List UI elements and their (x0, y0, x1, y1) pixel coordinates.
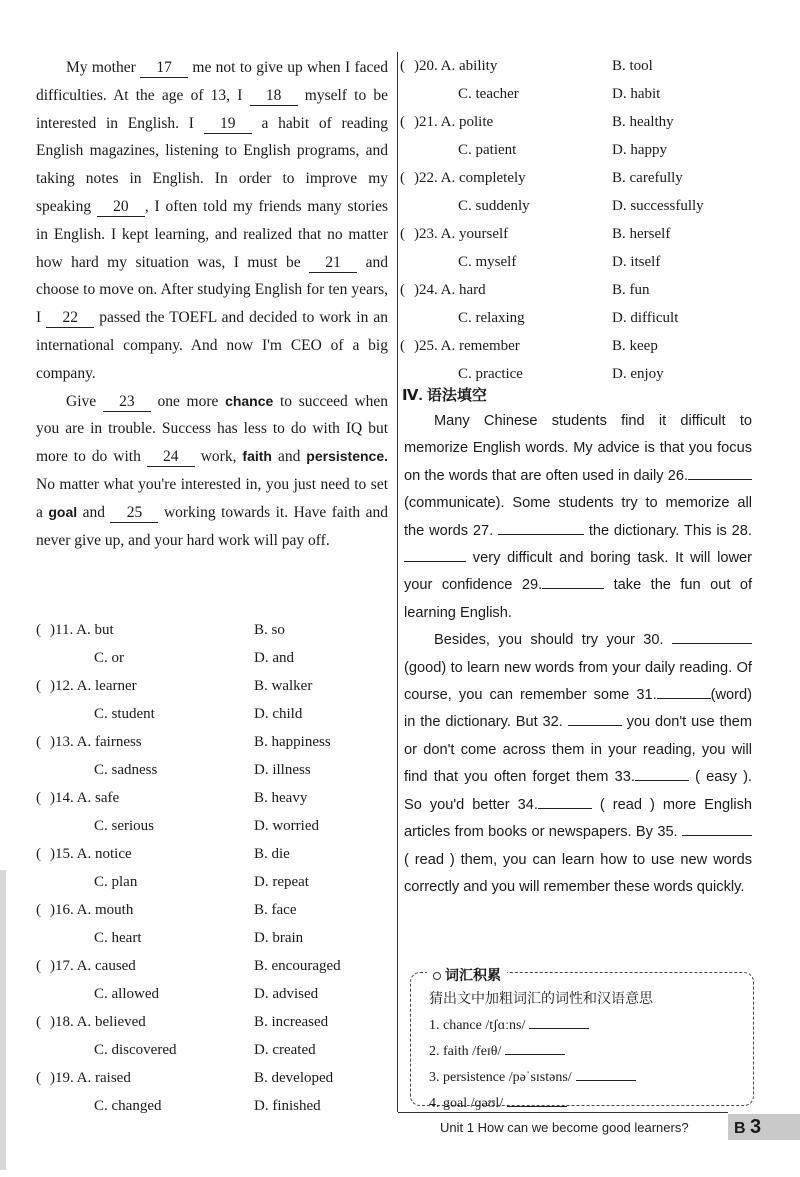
passage-text: Give (66, 392, 97, 410)
option-a[interactable]: )11. A. but (50, 622, 114, 638)
grammar-paragraph-2 (404, 627, 752, 901)
answer-blank-31[interactable] (657, 682, 711, 699)
option-b[interactable]: B. herself (612, 226, 671, 242)
answer-paren[interactable]: ( (36, 1070, 41, 1086)
option-row (400, 80, 750, 108)
option-row (400, 304, 750, 332)
passage-text: My mother (66, 59, 136, 76)
passage-text: one more (157, 392, 219, 410)
option-d[interactable]: D. happy (612, 142, 667, 158)
option-d[interactable]: D. and (254, 650, 294, 666)
answer-paren[interactable]: ( (400, 58, 405, 74)
option-b[interactable]: B. so (254, 622, 285, 638)
answer-blank-26[interactable] (688, 463, 752, 480)
option-row (36, 728, 388, 756)
answer-paren[interactable]: ( (36, 790, 41, 806)
passage-text: passed the TOEFL and decided to work in an international company. And now I'm CEO of a big company. (36, 309, 388, 382)
option-d[interactable]: D. brain (254, 930, 304, 946)
grammar-text: Besides, you should try your 30. (434, 632, 664, 649)
answer-paren[interactable]: ( (36, 958, 41, 974)
passage-paragraph-2 (36, 388, 388, 555)
vocabulary-title-text: 词汇积累 (445, 967, 501, 983)
option-b[interactable]: B. face (254, 902, 297, 918)
option-row (36, 672, 388, 700)
vocab-word: 2. faith /feɪθ/ (429, 1044, 502, 1059)
vocab-answer-line[interactable] (505, 1040, 565, 1055)
option-a[interactable]: )18. A. believed (50, 1014, 146, 1030)
option-d[interactable]: D. difficult (612, 310, 679, 326)
vocabulary-instruction: 猜出文中加粗词汇的词性和汉语意思 (429, 992, 653, 1007)
option-d[interactable]: D. illness (254, 762, 311, 778)
page-footer (398, 1112, 800, 1144)
answer-paren[interactable]: ( (36, 902, 41, 918)
option-a[interactable]: )19. A. raised (50, 1070, 131, 1086)
option-d[interactable]: D. finished (254, 1098, 321, 1114)
answer-blank-30[interactable] (672, 627, 752, 644)
vocab-word: 1. chance /tʃɑːns/ (429, 1018, 526, 1033)
passage-text: to succeed when you are in trouble. Success has less to do with IQ but more to do with (36, 392, 389, 466)
option-row (400, 248, 750, 276)
grammar-text: (good) to learn new words from your daily reading. Of course, you can remember some 31. (404, 659, 752, 704)
option-c[interactable]: C. patient (458, 142, 517, 158)
answer-paren[interactable]: ( (400, 114, 405, 130)
option-c[interactable]: C. practice (458, 366, 523, 382)
option-row (36, 1064, 388, 1092)
option-b[interactable]: B. encouraged (254, 958, 341, 974)
footer-rule (398, 1112, 728, 1113)
option-row (36, 896, 388, 924)
option-a[interactable]: )25. A. remember (414, 338, 520, 354)
grammar-text: take the fun out of learning English. (404, 577, 752, 621)
option-row (36, 840, 388, 868)
answer-paren[interactable]: ( (36, 1014, 41, 1030)
page-edge-shadow (0, 870, 6, 1170)
vocabulary-title (427, 965, 507, 985)
grammar-text: ( read ) them, you can learn how to use new words correctly and you will remember these words quickly. (404, 851, 752, 895)
option-d[interactable]: D. created (254, 1042, 316, 1058)
option-row (400, 108, 750, 136)
passage-text: and (277, 448, 301, 466)
blank-22[interactable]: 22 (46, 309, 94, 328)
passage-text: , I often told my friends many stories in English. I kept learning, and realized that no matter how hard my situation was, I must be (36, 197, 389, 271)
answer-paren[interactable]: ( (36, 734, 41, 750)
option-c[interactable]: C. teacher (458, 86, 519, 102)
grammar-text: Many Chinese students find it difficult to memorize English words. My advice is that you focus on the words that are often used in daily 26. (404, 413, 752, 484)
option-d[interactable]: D. repeat (254, 874, 309, 890)
option-row (400, 192, 750, 220)
option-b[interactable]: B. increased (254, 1014, 329, 1030)
section-4-title: Ⅳ. 语法填空 (402, 387, 487, 404)
vocabulary-box (410, 967, 754, 1111)
bullet-icon (433, 972, 441, 980)
option-b[interactable]: B. happiness (254, 734, 331, 750)
passage-text: myself to be interested in English. I (36, 86, 389, 132)
blank-20[interactable]: 20 (97, 198, 145, 217)
page-number-badge (728, 1114, 800, 1140)
option-row (36, 952, 388, 980)
passage-paragraph-1 (36, 54, 388, 388)
grammar-text: you don't use them or don't come across them in your reading, you will find that you often forget them 33. (404, 714, 752, 786)
grammar-text: ( read ) more English articles from books or newspapers. By 35. (404, 796, 752, 841)
option-a[interactable]: )16. A. mouth (50, 902, 134, 918)
option-c[interactable]: C. suddenly (458, 198, 530, 214)
blank-18[interactable]: 18 (250, 87, 298, 106)
answer-paren[interactable]: ( (36, 846, 41, 862)
answer-paren[interactable]: ( (36, 678, 41, 694)
vocab-word: 3. persistence /pəˈsɪstəns/ (429, 1070, 572, 1085)
option-b[interactable]: B. healthy (612, 114, 674, 130)
bold-word-persistence: persistence. (306, 448, 388, 465)
bold-word-chance: chance (225, 392, 274, 409)
option-row (36, 1036, 388, 1064)
option-row (36, 980, 388, 1008)
vocab-answer-line[interactable] (576, 1066, 636, 1081)
option-d[interactable]: D. worried (254, 818, 319, 834)
option-c[interactable]: C. relaxing (458, 310, 525, 326)
blank-19[interactable]: 19 (204, 115, 252, 134)
answer-paren[interactable]: ( (36, 622, 41, 638)
option-row (36, 1092, 388, 1120)
blank-25[interactable]: 25 (110, 504, 158, 523)
grammar-fill-passage (404, 408, 752, 901)
grammar-text: the dictionary. This is 28. (588, 522, 752, 539)
answer-blank-33[interactable] (635, 764, 689, 781)
passage-text: a habit of reading English magazines, listening to English programs, and taking notes in English. In order to improve my speaking (36, 114, 389, 215)
option-row (36, 756, 388, 784)
column-divider (397, 52, 398, 1112)
passage-text: and choose to move on. After studying English for ten years, I (36, 253, 389, 327)
blank-24[interactable]: 24 (147, 448, 195, 467)
option-b[interactable]: B. carefully (612, 170, 683, 186)
grammar-paragraph-1 (404, 408, 752, 627)
blank-23[interactable]: 23 (103, 393, 151, 412)
answer-blank-27[interactable] (498, 518, 584, 535)
grammar-text: very difficult and boring task. It will lower your confidence 29. (404, 550, 753, 594)
blank-21[interactable]: 21 (309, 254, 357, 273)
option-a[interactable]: )21. A. polite (414, 114, 494, 130)
answer-blank-35[interactable] (682, 819, 752, 836)
answer-paren[interactable]: ( (400, 170, 405, 186)
passage-text: me not to give up when I faced difficulties. At the age of 13, I (36, 59, 388, 104)
option-row (36, 812, 388, 840)
grammar-text: (communicate). Some students try to memorize all the words 27. (404, 495, 752, 539)
option-b[interactable]: B. heavy (254, 790, 308, 806)
answer-blank-29[interactable] (542, 572, 604, 589)
option-row (400, 276, 750, 304)
bold-word-goal: goal (48, 503, 78, 520)
option-c[interactable]: C. heart (94, 930, 142, 946)
option-b[interactable]: B. die (254, 846, 290, 862)
option-c[interactable]: C. sadness (94, 762, 158, 778)
option-d[interactable]: D. advised (254, 986, 319, 1002)
option-row (36, 1008, 388, 1036)
option-b[interactable]: B. walker (254, 678, 313, 694)
option-a[interactable]: )17. A. caused (50, 958, 136, 974)
options-list-right (400, 52, 750, 388)
vocab-item-2 (429, 1039, 653, 1065)
option-row (400, 332, 750, 360)
option-a[interactable]: )20. A. ability (414, 58, 498, 74)
option-b[interactable]: B. tool (612, 58, 653, 74)
option-c[interactable]: C. serious (94, 818, 154, 834)
vocab-answer-line[interactable] (507, 1092, 567, 1107)
option-b[interactable]: B. keep (612, 338, 658, 354)
option-b[interactable]: B. developed (254, 1070, 334, 1086)
option-c[interactable]: C. discovered (94, 1042, 177, 1058)
vocab-answer-line[interactable] (529, 1014, 589, 1029)
option-d[interactable]: D. habit (612, 86, 661, 102)
option-row (400, 220, 750, 248)
option-b[interactable]: B. fun (612, 282, 650, 298)
bold-word-faith: faith (242, 448, 272, 465)
option-c[interactable]: C. or (94, 650, 124, 666)
option-d[interactable]: D. enjoy (612, 366, 664, 382)
option-row (400, 136, 750, 164)
option-c[interactable]: C. changed (94, 1098, 162, 1114)
option-a[interactable]: )23. A. yourself (414, 226, 509, 242)
answer-blank-32[interactable] (568, 709, 622, 726)
option-row (400, 52, 750, 80)
option-a[interactable]: )12. A. learner (50, 678, 137, 694)
option-row (36, 924, 388, 952)
option-row (400, 164, 750, 192)
grammar-text: (word) in the dictionary. But 32. (404, 687, 752, 731)
cloze-passage (36, 54, 388, 554)
option-a[interactable]: )15. A. notice (50, 846, 132, 862)
option-row (36, 784, 388, 812)
blank-17[interactable]: 17 (140, 59, 188, 78)
vocab-item-3 (429, 1065, 653, 1091)
option-a[interactable]: )13. A. fairness (50, 734, 142, 750)
option-d[interactable]: D. itself (612, 254, 661, 270)
vocab-word: 4. goal /ɡəʊl/ (429, 1096, 504, 1111)
option-d[interactable]: D. successfully (612, 198, 704, 214)
option-a[interactable]: )14. A. safe (50, 790, 120, 806)
passage-text: No matter what you're interested in, you just need to set a (36, 475, 388, 521)
option-row (36, 868, 388, 896)
option-d[interactable]: D. child (254, 706, 303, 722)
vocab-item-1 (429, 1013, 653, 1039)
passage-text: work, (200, 448, 237, 466)
passage-text: and (82, 503, 105, 521)
answer-paren[interactable]: ( (400, 282, 405, 298)
option-c[interactable]: C. allowed (94, 986, 159, 1002)
answer-blank-34[interactable] (538, 792, 592, 809)
option-c[interactable]: C. plan (94, 874, 138, 890)
option-row (36, 644, 388, 672)
option-a[interactable]: )22. A. completely (414, 170, 526, 186)
option-a[interactable]: )24. A. hard (414, 282, 486, 298)
page-book-letter: B (734, 1120, 746, 1137)
grammar-text: ( easy ). So you'd better 34. (404, 769, 752, 813)
answer-blank-28[interactable] (404, 545, 466, 562)
answer-paren[interactable]: ( (400, 338, 405, 354)
option-c[interactable]: C. myself (458, 254, 517, 270)
passage-text: working towards it. Have faith and never give up, and your hard work will pay off. (36, 503, 388, 549)
option-row (36, 616, 388, 644)
answer-paren[interactable]: ( (400, 226, 405, 242)
option-row (36, 700, 388, 728)
vocabulary-body (429, 987, 653, 1117)
page-number: 3 (750, 1116, 762, 1138)
options-list-left (36, 616, 388, 1120)
option-c[interactable]: C. student (94, 706, 155, 722)
footer-unit-title: Unit 1 How can we become good learners? (440, 1120, 689, 1135)
